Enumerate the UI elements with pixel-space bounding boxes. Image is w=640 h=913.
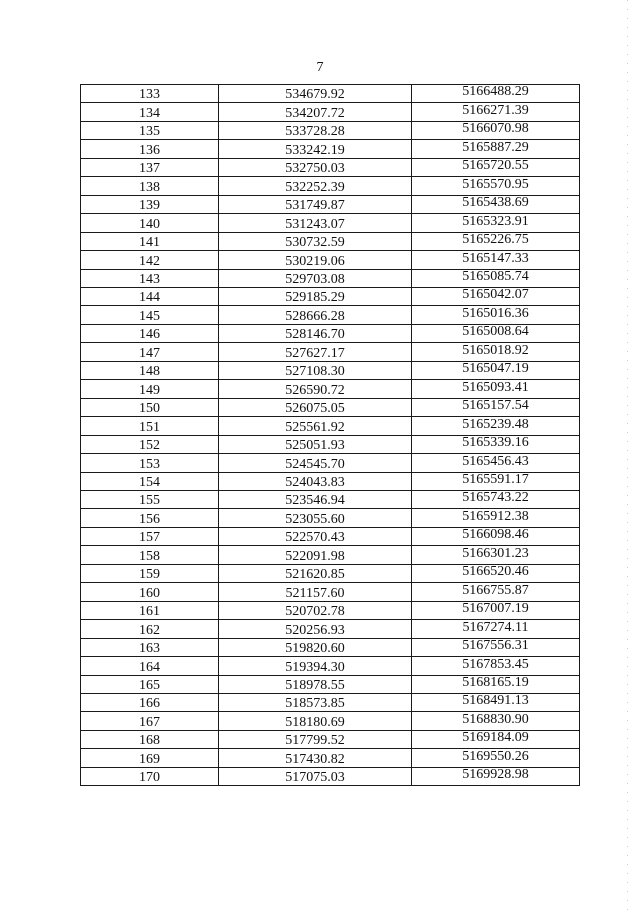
y-coordinate-cell [412,564,580,582]
point-number-cell: 138 [81,177,219,195]
point-number-cell: 151 [81,417,219,435]
y-coordinate-value: 5166755.87 [462,582,529,598]
point-number-cell: 154 [81,472,219,490]
table-row [81,121,580,139]
table-row [81,749,580,767]
point-number-cell: 162 [81,620,219,638]
y-coordinate-cell [412,343,580,361]
point-number-cell: 153 [81,454,219,472]
page-number: 7 [316,60,324,75]
y-coordinate-cell [412,269,580,287]
y-coordinate-value: 5165239.48 [462,416,529,432]
x-coordinate-cell: 522091.98 [219,546,412,564]
x-coordinate-cell: 520256.93 [219,620,412,638]
x-coordinate-cell: 529185.29 [219,287,412,305]
table-row [81,638,580,656]
x-coordinate-cell: 530219.06 [219,251,412,269]
y-coordinate-value: 5165323.91 [462,213,529,229]
point-number-cell: 168 [81,730,219,748]
y-coordinate-cell [412,195,580,213]
point-number-cell: 166 [81,693,219,711]
y-coordinate-cell [412,712,580,730]
x-coordinate-cell: 517430.82 [219,749,412,767]
table-row [81,195,580,213]
point-number-cell: 167 [81,712,219,730]
y-coordinate-cell [412,214,580,232]
y-coordinate-cell [412,85,580,103]
y-coordinate-value: 5168165.19 [462,675,529,690]
x-coordinate-cell: 528146.70 [219,324,412,342]
table-row [81,693,580,711]
y-coordinate-cell [412,287,580,305]
point-number-cell: 164 [81,657,219,675]
x-coordinate-cell: 525561.92 [219,417,412,435]
y-coordinate-value: 5165456.43 [462,453,529,469]
y-coordinate-value: 5166488.29 [462,84,529,100]
point-number-cell: 163 [81,638,219,656]
point-number-cell: 134 [81,103,219,121]
x-coordinate-cell: 532750.03 [219,158,412,176]
table-row [81,601,580,619]
point-number-cell: 158 [81,546,219,564]
y-coordinate-cell [412,306,580,324]
point-number-cell: 146 [81,324,219,342]
y-coordinate-value: 5165438.69 [462,195,529,211]
x-coordinate-cell: 530732.59 [219,232,412,250]
x-coordinate-cell: 533242.19 [219,140,412,158]
table-row [81,177,580,195]
y-coordinate-cell [412,380,580,398]
y-coordinate-cell [412,121,580,139]
point-number-cell: 148 [81,361,219,379]
x-coordinate-cell: 521620.85 [219,564,412,582]
point-number-cell: 147 [81,343,219,361]
table-row [81,251,580,269]
y-coordinate-value: 5165339.16 [462,435,529,451]
y-coordinate-value: 5165147.33 [462,250,529,266]
y-coordinate-value: 5165912.38 [462,508,529,524]
x-coordinate-cell: 518978.55 [219,675,412,693]
y-coordinate-cell [412,417,580,435]
x-coordinate-cell: 524545.70 [219,454,412,472]
x-coordinate-cell: 517799.52 [219,730,412,748]
y-coordinate-value: 5165743.22 [462,490,529,506]
x-coordinate-cell: 523546.94 [219,490,412,508]
x-coordinate-cell: 517075.03 [219,767,412,785]
table-row [81,620,580,638]
table-row [81,85,580,103]
x-coordinate-cell: 531243.07 [219,214,412,232]
x-coordinate-cell: 519820.60 [219,638,412,656]
point-number-cell: 169 [81,749,219,767]
y-coordinate-value: 5167274.11 [462,619,529,635]
table-row [81,324,580,342]
table-row [81,361,580,379]
point-number-cell: 152 [81,435,219,453]
y-coordinate-cell [412,657,580,675]
point-number-cell: 135 [81,121,219,139]
y-coordinate-cell [412,620,580,638]
x-coordinate-cell: 522570.43 [219,527,412,545]
point-number-cell: 161 [81,601,219,619]
y-coordinate-cell [412,324,580,342]
y-coordinate-cell [412,435,580,453]
y-coordinate-value: 5166301.23 [462,545,529,561]
table-row [81,472,580,490]
y-coordinate-value: 5168830.90 [462,711,529,727]
y-coordinate-cell [412,103,580,121]
y-coordinate-cell [412,232,580,250]
x-coordinate-cell: 533728.28 [219,121,412,139]
x-coordinate-cell: 524043.83 [219,472,412,490]
point-number-cell: 144 [81,287,219,305]
y-coordinate-value: 5166070.98 [462,121,529,137]
table-row [81,214,580,232]
table-row [81,657,580,675]
y-coordinate-value: 5169928.98 [462,767,529,783]
y-coordinate-cell [412,472,580,490]
point-number-cell: 149 [81,380,219,398]
table-row [81,767,580,785]
x-coordinate-cell: 527108.30 [219,361,412,379]
point-number-cell: 157 [81,527,219,545]
y-coordinate-cell [412,583,580,601]
point-number-cell: 165 [81,675,219,693]
y-coordinate-value: 5165591.17 [462,472,529,487]
y-coordinate-cell [412,601,580,619]
x-coordinate-cell: 531749.87 [219,195,412,213]
y-coordinate-value: 5166271.39 [462,102,529,118]
x-coordinate-cell: 519394.30 [219,657,412,675]
point-number-cell: 136 [81,140,219,158]
table-row [81,287,580,305]
y-coordinate-cell [412,158,580,176]
y-coordinate-value: 5168491.13 [462,693,529,709]
y-coordinate-cell [412,675,580,693]
y-coordinate-cell [412,398,580,416]
table-row [81,380,580,398]
x-coordinate-cell: 518180.69 [219,712,412,730]
x-coordinate-cell: 523055.60 [219,509,412,527]
y-coordinate-value: 5165016.36 [462,305,529,321]
y-coordinate-value: 5167007.19 [462,601,529,617]
y-coordinate-cell [412,454,580,472]
x-coordinate-cell: 520702.78 [219,601,412,619]
table-row [81,103,580,121]
y-coordinate-cell [412,177,580,195]
x-coordinate-cell: 525051.93 [219,435,412,453]
table-row [81,564,580,582]
y-coordinate-cell [412,251,580,269]
y-coordinate-value: 5165008.64 [462,324,529,340]
y-coordinate-cell [412,527,580,545]
point-number-cell: 139 [81,195,219,213]
y-coordinate-value: 5165157.54 [462,398,529,414]
y-coordinate-value: 5165720.55 [462,158,529,174]
y-coordinate-cell [412,361,580,379]
x-coordinate-cell: 529703.08 [219,269,412,287]
table-row [81,454,580,472]
y-coordinate-cell [412,767,580,785]
table-row [81,158,580,176]
y-coordinate-value: 5165085.74 [462,269,529,284]
y-coordinate-value: 5166098.46 [462,527,529,543]
y-coordinate-cell [412,749,580,767]
x-coordinate-cell: 521157.60 [219,583,412,601]
y-coordinate-cell [412,693,580,711]
table-row [81,583,580,601]
y-coordinate-value: 5169550.26 [462,748,529,764]
y-coordinate-value: 5165042.07 [462,287,529,303]
point-number-cell: 170 [81,767,219,785]
y-coordinate-value: 5165018.92 [462,342,529,358]
point-number-cell: 155 [81,490,219,508]
y-coordinate-value: 5167556.31 [462,638,529,654]
table-row [81,509,580,527]
coordinates-table-body [81,85,580,786]
y-coordinate-cell [412,490,580,508]
scan-edge-artifact [627,0,628,913]
point-number-cell: 141 [81,232,219,250]
y-coordinate-value: 5165226.75 [462,232,529,248]
point-number-cell: 143 [81,269,219,287]
table-row [81,546,580,564]
x-coordinate-cell: 518573.85 [219,693,412,711]
y-coordinate-value: 5165887.29 [462,139,529,155]
table-row [81,140,580,158]
table-row [81,232,580,250]
y-coordinate-value: 5165570.95 [462,176,529,192]
table-row [81,343,580,361]
y-coordinate-cell [412,546,580,564]
x-coordinate-cell: 526075.05 [219,398,412,416]
x-coordinate-cell: 526590.72 [219,380,412,398]
point-number-cell: 159 [81,564,219,582]
y-coordinate-value: 5167853.45 [462,656,529,672]
point-number-cell: 142 [81,251,219,269]
x-coordinate-cell: 534679.92 [219,85,412,103]
x-coordinate-cell: 528666.28 [219,306,412,324]
table-row [81,712,580,730]
point-number-cell: 160 [81,583,219,601]
x-coordinate-cell: 532252.39 [219,177,412,195]
x-coordinate-cell: 534207.72 [219,103,412,121]
x-coordinate-cell: 527627.17 [219,343,412,361]
point-number-cell: 140 [81,214,219,232]
y-coordinate-value: 5166520.46 [462,564,529,580]
table-row [81,417,580,435]
y-coordinate-value: 5165093.41 [462,379,529,395]
table-row [81,435,580,453]
table-row [81,527,580,545]
y-coordinate-cell [412,730,580,748]
table-row [81,730,580,748]
table-row [81,490,580,508]
table-row [81,675,580,693]
point-number-cell: 133 [81,85,219,103]
point-number-cell: 137 [81,158,219,176]
y-coordinate-value: 5169184.09 [462,730,529,746]
y-coordinate-cell [412,638,580,656]
point-number-cell: 156 [81,509,219,527]
table-row [81,398,580,416]
point-number-cell: 145 [81,306,219,324]
y-coordinate-cell [412,509,580,527]
point-number-cell: 150 [81,398,219,416]
table-row [81,269,580,287]
y-coordinate-cell [412,140,580,158]
table-row [81,306,580,324]
y-coordinate-value: 5165047.19 [462,361,529,377]
coordinates-table [80,84,580,786]
